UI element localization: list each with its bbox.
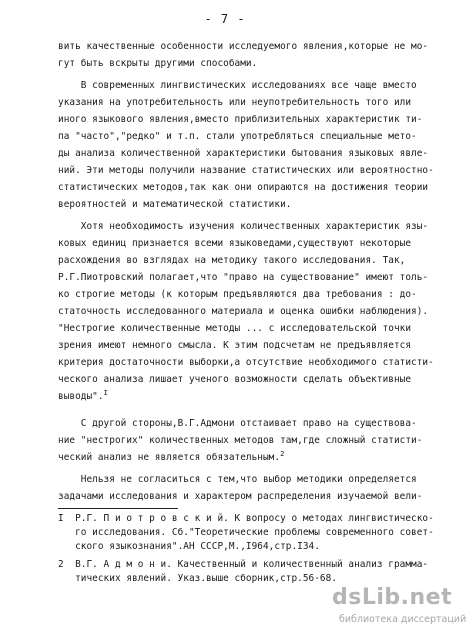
text-line: ды анализа количественной характеристики бытования языковых явле- xyxy=(58,148,429,159)
text-line: вероятностей и математической статистики. xyxy=(58,199,292,210)
footnote-divider xyxy=(58,508,178,509)
footnote-ref-1: I xyxy=(103,389,108,397)
page-number: - 7 - xyxy=(204,12,246,26)
text-line: расхождения во взглядах на методику такого исследования. Так, xyxy=(58,255,406,266)
text-line: иного языкового явления,вместо приблизительных характеристик ти- xyxy=(58,114,423,125)
text-line: Р.Г.Пиотровский полагает,что "право на существование" имеют толь- xyxy=(58,272,429,283)
text-line: Хотя необходимость изучения количественных характеристик язы- xyxy=(58,221,429,232)
text-line: вить качественные особенности исследуемого явления,которые не мо- xyxy=(58,41,429,52)
watermark-logo xyxy=(332,585,466,630)
footnote-line: 2 В.Г. А д м о н и. Качественный и количественный анализ граммa- xyxy=(58,559,429,570)
text-line: гут быть вскрыты другими способами. xyxy=(58,58,258,69)
text-line: критерия достаточности выборки,а отсутствие необходимого статисти- xyxy=(58,357,434,368)
text-line: статистических методов,так как они опираются на достижения теории xyxy=(58,182,429,193)
text-line: указания на употребительность или неупотребительность того или xyxy=(58,97,412,108)
footnote-line: I Р.Г. П и о т р о в с к и й. К вопросу о методах лингвистическо- xyxy=(58,513,434,524)
watermark-tagline: библиотека диссертаций xyxy=(339,614,466,625)
text-line: ний. Эти методы получили название статистических или вероятностно- xyxy=(58,165,434,176)
text-line: па "часто","редко" и т.п. стали употребляться специальные мето- xyxy=(58,131,417,142)
text-line: задачами исследования и характером распределения изучаемой вели- xyxy=(58,491,423,502)
watermark-name: dsLib.net xyxy=(332,585,453,610)
text-line: статочность исследованного материала и оценка ошибки наблюдения). xyxy=(58,306,429,317)
footnote-line: тических явлений. Указ.выше сборник,стр.56-68. xyxy=(58,573,338,584)
text-line: ние "нестрогих" количественных методов там,где сложный статисти- xyxy=(58,435,423,446)
text-line: ческого анализа лишает ученого возможности сделать объективные xyxy=(58,374,412,385)
text-line: ковых единиц признается всеми языковедами,существуют некоторые xyxy=(58,238,412,249)
text-line: Нельзя не согласиться с тем,что выбор методики определяется xyxy=(58,474,417,485)
footnote-ref-2: 2 xyxy=(280,450,285,458)
text-line: С другой стороны,В.Г.Адмони отстаивает право на существова- xyxy=(58,418,417,429)
text-line: В современных лингвистических исследованиях все чаще вместо xyxy=(58,80,417,91)
text-fragment: ческий анализ не является обязательным. xyxy=(58,452,281,463)
footnote-line: ского языкознания".АН СССР,М.,I964,стр.I34. xyxy=(58,541,320,552)
text-line: "Нестрогие количественные методы ... с исследовательской точки xyxy=(58,323,412,334)
text-line-with-footnote xyxy=(58,452,284,463)
text-line: зрения имеют немного смысла. К этим подсчетам не предъявляется xyxy=(58,340,412,351)
text-line-with-footnote xyxy=(58,391,108,402)
text-fragment: выводы". xyxy=(58,391,104,402)
footnote-line: го исследования. Сб."Теоретические проблемы современного совет- xyxy=(58,527,434,538)
text-line: ко строгие методы (к которым предъявляются два требования : до- xyxy=(58,289,417,300)
